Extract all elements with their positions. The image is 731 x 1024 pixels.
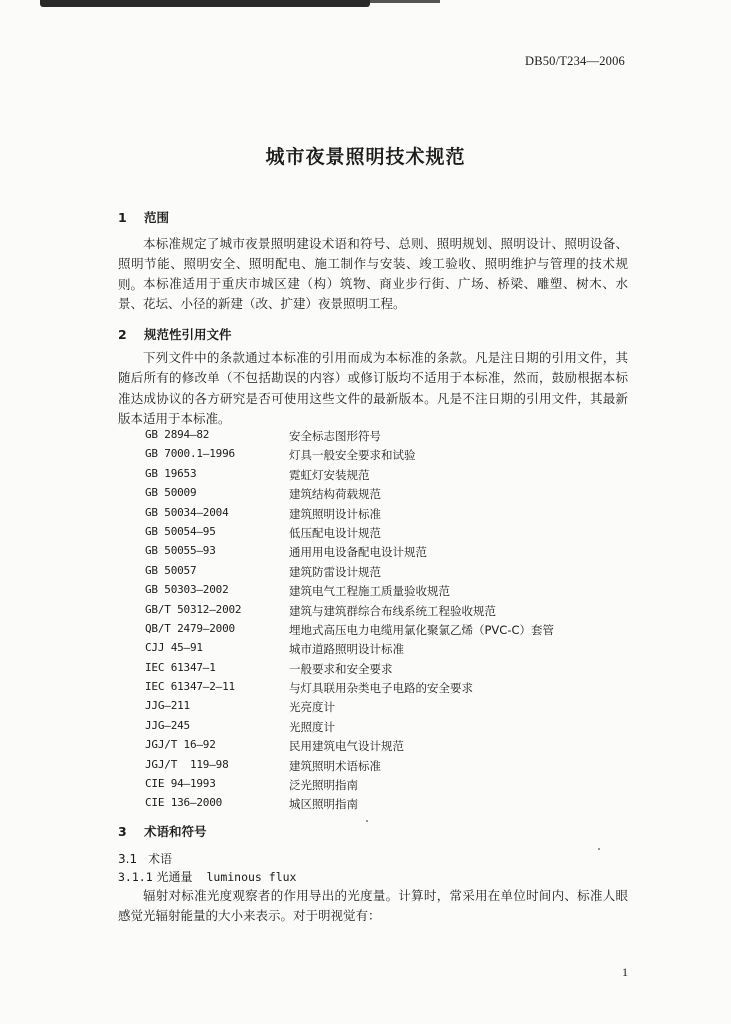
section-title: 范围 bbox=[144, 210, 170, 225]
reference-code: CJJ 45—91 bbox=[145, 641, 203, 655]
reference-code: GB 7000.1—1996 bbox=[145, 447, 235, 461]
reference-title: 城市道路照明设计标准 bbox=[289, 642, 404, 657]
scan-edge-mark bbox=[40, 0, 370, 7]
reference-code: JGJ/T 119—98 bbox=[145, 757, 229, 771]
scan-speck bbox=[366, 820, 368, 822]
reference-code: IEC 61347—2—11 bbox=[145, 680, 235, 694]
reference-code: GB 50054—95 bbox=[145, 524, 216, 538]
reference-title: 建筑照明设计标准 bbox=[289, 506, 381, 521]
section-1-paragraph-1: 本标准规定了城市夜景照明建设术语和符号、总则、照明规划、照明设计、照明设备、照明节能、照明安全、照明配电、施工制作与安装、竣工验收、照明维护与管理的技术规则。 bbox=[118, 236, 628, 292]
section-1-heading bbox=[118, 208, 169, 226]
reference-title: 安全标志图形符号 bbox=[289, 429, 381, 443]
reference-code: GB 19653 bbox=[145, 466, 197, 480]
reference-title: 建筑与建筑群综合布线系统工程验收规范 bbox=[289, 603, 496, 618]
reference-title: 埋地式高压电力电缆用氯化聚氯乙烯（PVC-C）套管 bbox=[289, 622, 555, 637]
term-chinese: 光通量 bbox=[156, 870, 193, 884]
reference-code: IEC 61347—1 bbox=[145, 660, 216, 674]
reference-title: 建筑电气工程施工质量验收规范 bbox=[289, 584, 450, 599]
section-2-heading bbox=[118, 325, 232, 343]
section-1-paragraph-2: 本标准适用于重庆市城区建（构）筑物、商业步行街、广场、桥梁、雕塑、树木、水景、花坛、小径的新建（改、扩建）夜景照明工程。 bbox=[118, 276, 628, 312]
reference-title: 建筑结构荷载规范 bbox=[289, 487, 381, 502]
reference-title: 霓虹灯安装规范 bbox=[289, 467, 370, 482]
reference-title: 低压配电设计规范 bbox=[289, 525, 381, 540]
reference-title: 一般要求和安全要求 bbox=[289, 661, 393, 676]
reference-title: 城区照明指南 bbox=[289, 797, 358, 812]
page-title: 城市夜景照明技术规范 bbox=[265, 146, 466, 168]
reference-code: GB 50009 bbox=[145, 486, 197, 500]
reference-code: QB/T 2479—2000 bbox=[145, 621, 235, 635]
section-2-intro: 下列文件中的条款通过本标准的引用而成为本标准的条款。凡是注日期的引用文件，其随后所有的修改单（不包括勘误的内容）或修订版均不适用于本标准，然而，鼓励根据本标准达成协议的各方研究是否可使用这些文件的最新版本。凡是不注日期的引用文件，其最新版本适用于本标准。 bbox=[118, 350, 628, 426]
term-heading bbox=[118, 868, 296, 885]
reference-title: 光照度计 bbox=[289, 719, 335, 734]
reference-title: 泛光照明指南 bbox=[289, 778, 358, 793]
document-code: DB50/T234—2006 bbox=[524, 54, 625, 68]
reference-code: CIE 94—1993 bbox=[145, 777, 216, 791]
page-number: 1 bbox=[622, 965, 628, 979]
term-english: luminous flux bbox=[206, 870, 297, 884]
reference-code: GB 50034—2004 bbox=[145, 505, 229, 519]
section-number: 1 bbox=[118, 210, 127, 225]
section-number: 2 bbox=[118, 327, 127, 342]
section-3-heading bbox=[118, 822, 207, 840]
subsection-number: 3.1 bbox=[118, 852, 138, 866]
reference-code: GB 50055—93 bbox=[145, 544, 216, 558]
scan-speck bbox=[598, 848, 600, 850]
scan-edge-mark bbox=[370, 0, 440, 3]
subsection-title: 术语 bbox=[148, 852, 173, 866]
reference-code: CIE 136—2000 bbox=[145, 796, 223, 810]
term-definition: 辐射对标准光度观察者的作用导出的光度量。计算时，常采用在单位时间内、标准人眼感觉光辐射能量的大小来表示。对于明视觉有： bbox=[118, 888, 628, 924]
reference-code: GB 2894—82 bbox=[145, 428, 210, 441]
term-number: 3.1.1 bbox=[118, 870, 153, 884]
reference-title: 建筑照明术语标准 bbox=[289, 758, 381, 773]
reference-code: GB/T 50312—2002 bbox=[145, 602, 242, 616]
reference-code: JJG—211 bbox=[145, 699, 190, 713]
reference-title: 光亮度计 bbox=[289, 700, 335, 715]
section-title: 规范性引用文件 bbox=[144, 327, 232, 342]
reference-title: 民用建筑电气设计规范 bbox=[289, 739, 404, 754]
reference-title: 与灯具联用杂类电子电路的安全要求 bbox=[289, 681, 473, 696]
section-number: 3 bbox=[118, 824, 127, 839]
reference-code: JJG—245 bbox=[145, 718, 190, 732]
reference-title: 灯具一般安全要求和试验 bbox=[289, 448, 416, 463]
reference-title: 建筑防雷设计规范 bbox=[289, 564, 381, 579]
section-title: 术语和符号 bbox=[144, 824, 207, 839]
reference-code: GB 50303—2002 bbox=[145, 583, 229, 597]
subsection-3-1-heading bbox=[118, 850, 172, 867]
reference-code: JGJ/T 16—92 bbox=[145, 738, 216, 752]
reference-title: 通用用电设备配电设计规范 bbox=[289, 545, 427, 560]
reference-code: GB 50057 bbox=[145, 563, 197, 577]
